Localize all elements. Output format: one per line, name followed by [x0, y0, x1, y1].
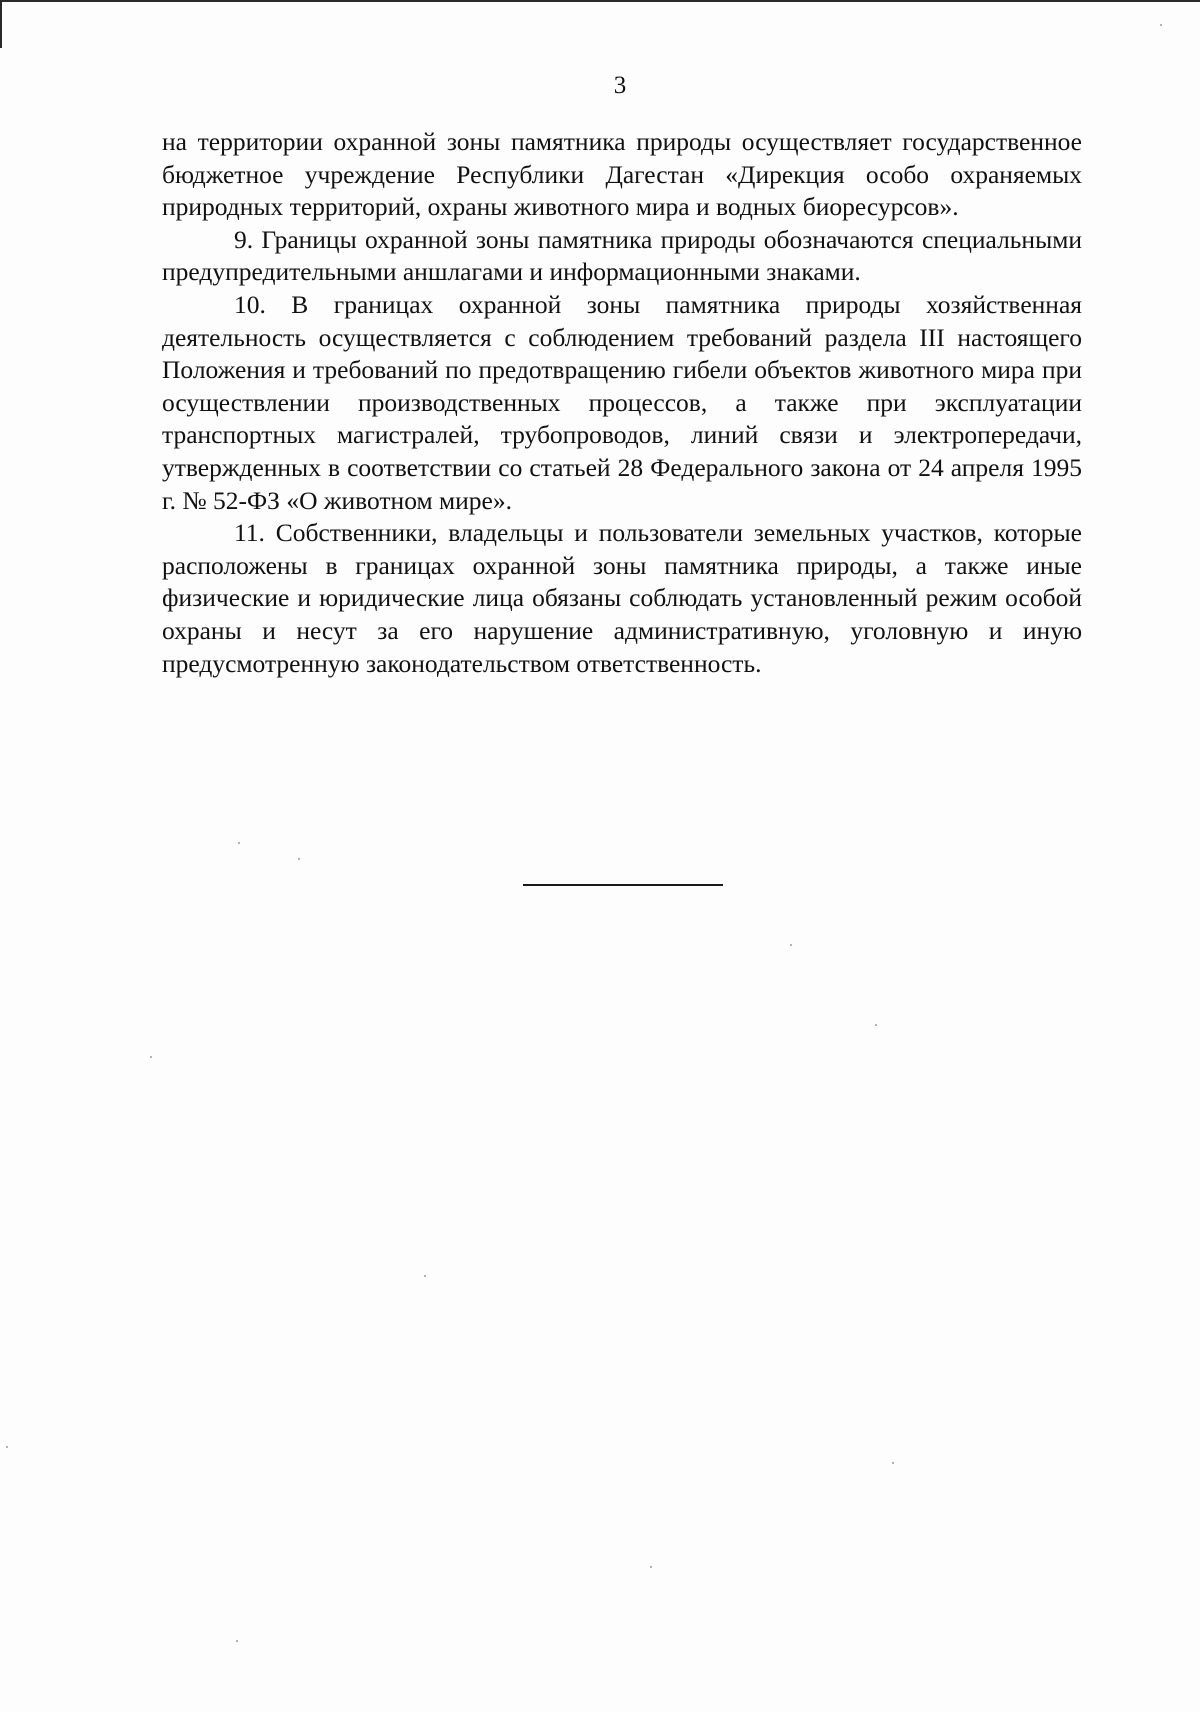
scan-speck: [892, 1462, 894, 1464]
document-body: [162, 126, 1082, 680]
page-number: 3: [613, 72, 627, 99]
scan-speck: [238, 842, 240, 844]
paragraph-item-11: 11. Собственники, владельцы и пользователи земельных участков, которые расположены в границах охранной зоны памятника природы, а также иные физические и юридические лица обязаны соблюдать установленный режим особой охраны и несут за его нарушение административную, уголовную и иную предусмотренную законодательством ответственность.: [162, 518, 1082, 678]
scan-speck: [236, 1640, 238, 1642]
closing-rule: [523, 884, 723, 886]
scan-edge-top: [0, 0, 1200, 2]
scan-speck: [875, 1024, 877, 1026]
scan-speck: [650, 1566, 652, 1568]
scan-speck: [6, 1446, 8, 1448]
paragraph-item-9: 9. Границы охранной зоны памятника природы обозначаются специальными предупредительными аншлагами и информационными знаками.: [162, 224, 1082, 287]
scan-edge-left: [0, 0, 2, 48]
scan-speck: [150, 1056, 152, 1058]
paragraph-item-10: 10. В границах охранной зоны памятника природы хозяйственная деятельность осуществляется с соблюдением требований раздела III настоящего Положения и требований по предотвращению гибели объектов животного мира при осуществлении производственных процессов, а также при эксплуатации транспортных магистралей, трубопроводов, линий связи и электропередачи, утвержденных в соответствии со статьей 28 Федерального закона от 24 апреля 1995 г. № 52-ФЗ «О животном мире».: [162, 289, 1082, 515]
paragraph-continuation: на территории охранной зоны памятника природы осуществляет государственное бюджетное учреждение Республики Дагестан «Дирекция особо охраняемых природных территорий, охраны животного мира и водных биоресурсов».: [162, 127, 1082, 222]
scan-speck: [1160, 24, 1162, 26]
scan-speck: [424, 1275, 426, 1277]
scan-speck: [790, 944, 792, 946]
scan-speck: [298, 858, 300, 860]
